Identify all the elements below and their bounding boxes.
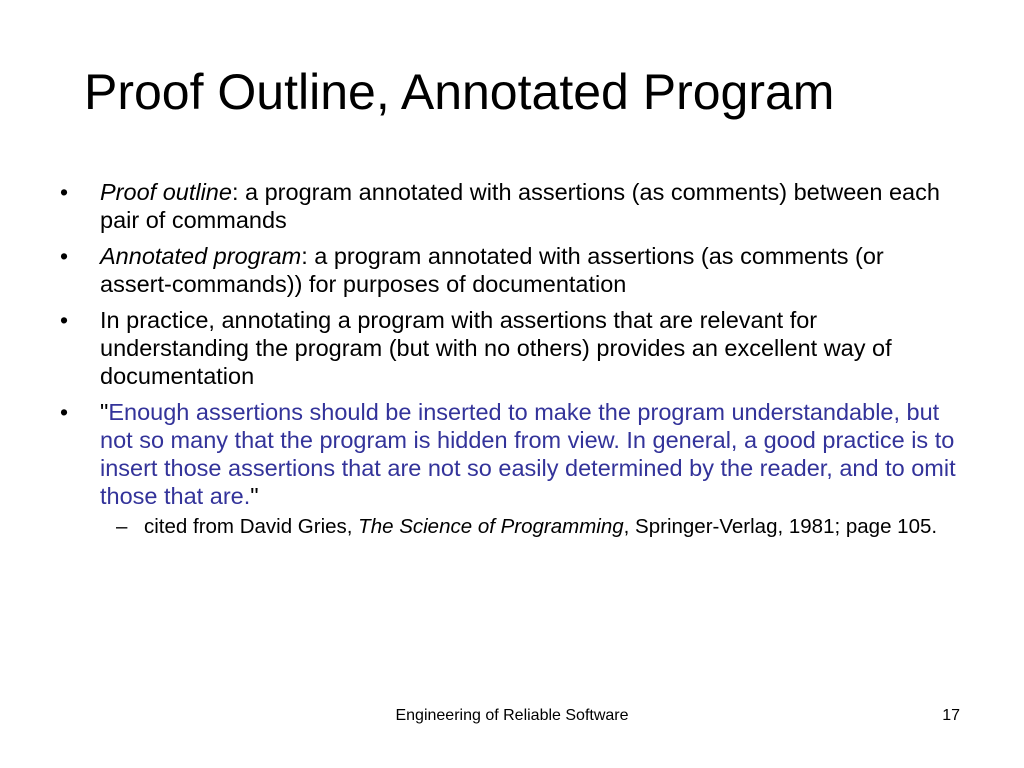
bullet-proof-outline [60, 178, 960, 234]
bullet-quote [60, 398, 960, 510]
footer-course: Engineering of Reliable Software [395, 707, 629, 724]
gries-quote: Enough assertions should be inserted to make the program understandable, but not so many that the program is hidden from view. In general, a good practice is to insert those assertions that are not so easily determined by the reader, and to omit those that are. [100, 399, 956, 509]
bullet-in-practice [60, 306, 960, 390]
bullet-text: : a program annotated with assertions (as comments) between each pair of commands [100, 179, 940, 233]
bullet-mark: • [60, 243, 69, 269]
slide-title: Proof Outline, Annotated Program [84, 64, 835, 120]
citation [60, 514, 960, 539]
citation-book: The Science of Programming [358, 515, 624, 538]
close-quote: " [250, 483, 259, 509]
bullet-text: : a program annotated with assertions (as comments (or assert-commands)) for purposes of documentation [100, 243, 884, 297]
term-proof-outline: Proof outline [100, 179, 232, 205]
citation-suffix: , Springer-Verlag, 1981; page 105. [623, 515, 938, 538]
bullet-mark: • [60, 399, 69, 425]
bullet-mark: • [60, 307, 69, 333]
bullet-mark: • [60, 179, 69, 205]
bullet-annotated-program [60, 242, 960, 298]
citation-prefix: cited from David Gries, [144, 515, 359, 538]
bullet-text: In practice, annotating a program with assertions that are relevant for understanding the program (but with no others) provides an excellent way of documentation [100, 307, 892, 389]
footer-page-number: 17 [942, 707, 960, 724]
term-annotated-program: Annotated program [100, 243, 302, 269]
open-quote: " [100, 399, 109, 425]
sub-bullet-mark: – [116, 515, 128, 538]
slide-body [60, 178, 960, 539]
